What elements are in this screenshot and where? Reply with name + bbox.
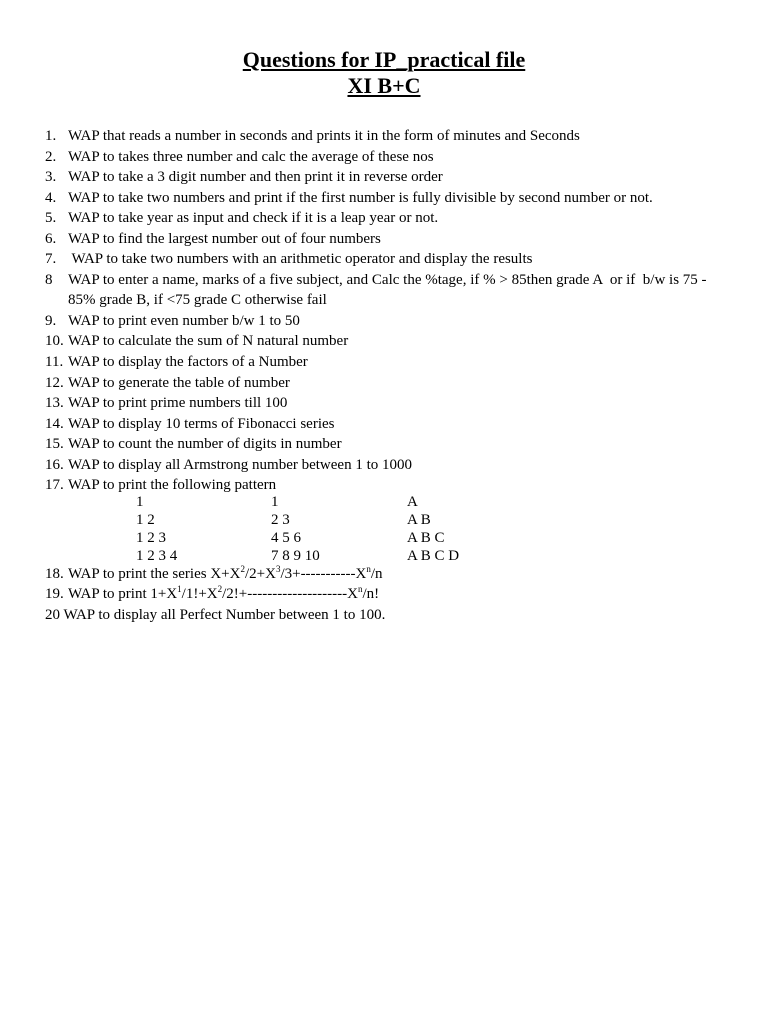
pattern-cell: 1 — [271, 494, 279, 510]
question-number: 17. — [45, 477, 64, 493]
question-item — [45, 270, 707, 310]
question-text: WAP to take two numbers and print if the first number is fully divisible by second number or not. — [68, 190, 653, 206]
question-item — [45, 584, 379, 604]
question-number: 7. — [45, 251, 57, 267]
pattern-cell: 4 5 6 — [271, 530, 301, 546]
question-text: WAP to print prime numbers till 100 — [68, 395, 288, 411]
question-text: WAP to print even number b/w 1 to 50 — [68, 313, 300, 329]
page-subtitle: XI B+C — [347, 73, 421, 98]
question-item — [45, 414, 334, 434]
question-number: 4. — [45, 190, 57, 206]
question-item: 20 WAP to display all Perfect Number between 1 to 100. — [45, 607, 386, 623]
question-text: WAP to enter a name, marks of a five subject, and Calc the %tage, if % > 85then grade A or if b/w is 75 - — [68, 272, 707, 288]
question-text: WAP to take year as input and check if it is a leap year or not. — [68, 210, 439, 226]
question-number: 16. — [45, 457, 64, 473]
question-number: 14. — [45, 416, 64, 432]
question-text: WAP to calculate the sum of N natural number — [68, 333, 349, 349]
question-number: 10. — [45, 333, 64, 349]
question-item — [45, 167, 443, 187]
question-item — [45, 311, 300, 331]
question-text: WAP to display 10 terms of Fibonacci series — [68, 416, 335, 432]
pattern-cell: 1 — [136, 494, 144, 510]
pattern-cell: 7 8 9 10 — [271, 548, 320, 564]
question-item — [45, 331, 348, 351]
question-text: WAP to take two numbers with an arithmetic operator and display the results — [68, 251, 533, 267]
question-item — [45, 352, 308, 372]
question-item — [45, 373, 290, 393]
question-item — [45, 229, 381, 249]
question-text: WAP to generate the table of number — [68, 375, 290, 391]
question-text: WAP to display all Armstrong number between 1 to 1000 — [68, 457, 412, 473]
question-number: 11. — [45, 354, 64, 370]
question-text: WAP to print the following pattern — [68, 477, 277, 493]
pattern-cell: A — [407, 494, 418, 510]
question-number: 18. — [45, 566, 64, 582]
question-item — [45, 564, 383, 584]
question-text: WAP to print $1+X^1/1!+X^2/2!+--------------------X^n/n$! — [68, 584, 380, 602]
question-number: 1. — [45, 128, 57, 144]
question-text: WAP to display the factors of a Number — [68, 354, 308, 370]
page-title: Questions for IP_practical file — [242, 47, 526, 72]
pattern-cell: A B — [407, 512, 431, 528]
question-number: 13. — [45, 395, 64, 411]
question-item — [45, 208, 438, 228]
question-item — [45, 188, 653, 208]
question-item — [45, 475, 276, 495]
question-item — [45, 147, 434, 167]
question-number: 3. — [45, 169, 57, 185]
question-number: 19. — [45, 586, 64, 602]
question-item — [45, 393, 287, 413]
question-text: WAP to find the largest number out of four numbers — [68, 231, 381, 247]
question-number: 5. — [45, 210, 57, 226]
question-number: 6. — [45, 231, 57, 247]
question-number: 12. — [45, 375, 64, 391]
question-text: WAP to takes three number and calc the average of these nos — [68, 149, 434, 165]
question-number: 15. — [45, 436, 64, 452]
pattern-cell: 1 2 3 4 — [136, 548, 178, 564]
question-number: 8 — [45, 272, 53, 288]
pattern-cell: 1 2 3 — [136, 530, 166, 546]
question-text: WAP to print the series $X+X^2/2+X^3/3+-----------X^n/n$ — [68, 564, 383, 582]
question-text-continued: 85% grade B, if <75 grade C otherwise fail — [68, 292, 327, 308]
pattern-cell: A B C D — [407, 548, 460, 564]
question-item — [45, 434, 342, 454]
question-item — [45, 126, 580, 146]
question-item — [45, 455, 412, 475]
question-item — [45, 249, 532, 269]
question-text: WAP to count the number of digits in number — [68, 436, 342, 452]
pattern-cell: 1 2 — [136, 512, 155, 528]
question-number: 9. — [45, 313, 57, 329]
pattern-cell: 2 3 — [271, 512, 290, 528]
question-number: 2. — [45, 149, 57, 165]
pattern-cell: A B C — [407, 530, 445, 546]
question-text: WAP that reads a number in seconds and prints it in the form of minutes and Seconds — [68, 128, 580, 144]
question-text: WAP to take a 3 digit number and then print it in reverse order — [68, 169, 443, 185]
